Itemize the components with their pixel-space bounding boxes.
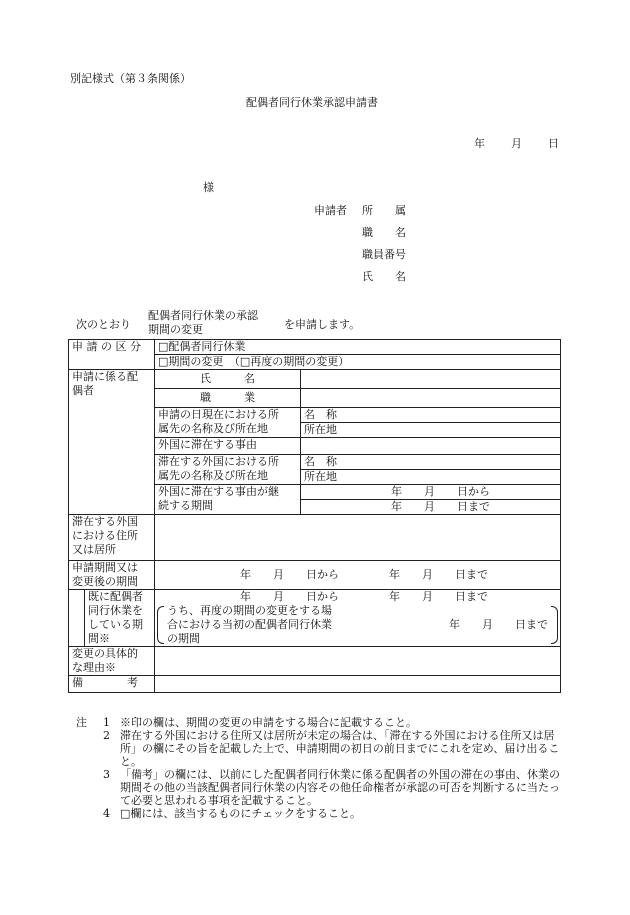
stay-reason-field[interactable] — [301, 438, 561, 455]
intro-option-period: 期間の変更 — [148, 323, 203, 336]
note-item: 4 □欄には、該当するものにチェックをすること。 — [103, 807, 362, 820]
applicant-label: 申請者 — [314, 204, 347, 217]
stay-period-label: 外国に滞在する事由が継 続する期間 — [155, 485, 301, 515]
applicant-affiliation: 所 属 — [362, 204, 406, 217]
note-item: 2 滞在する外国における住所又は居所が未定の場合は、「滞在する外国における住所又は居所」の欄にその旨を記載した上で、申請期間の初日の前日までにこれを定め、届け出ること。 — [103, 729, 560, 768]
notes — [76, 716, 566, 820]
request-period-label: 申請期間又は 変更後の期間 — [69, 561, 155, 590]
date-day: 日 — [548, 137, 559, 150]
spouse-affiliation-name[interactable]: 名 称 — [301, 408, 561, 423]
residence-field[interactable] — [155, 515, 561, 561]
spouse-name-label: 氏 名 — [155, 370, 301, 389]
foreign-affiliation-label: 滞在する外国における所 属先の名称及び所在地 — [155, 455, 301, 485]
notes-head: 注 — [76, 716, 87, 729]
remarks-label: 備 考 — [69, 676, 155, 693]
applicant-staff-number: 職員番号 — [362, 248, 406, 261]
date-month: 月 — [511, 137, 522, 150]
date-year: 年 — [474, 137, 485, 150]
intro-suffix: を申請します。 — [284, 318, 361, 331]
intro-prefix: 次のとおり — [76, 318, 131, 331]
foreign-affiliation-address[interactable]: 所在地 — [301, 470, 561, 485]
stay-period-from[interactable]: 年 月 日から — [301, 485, 561, 500]
date-line — [474, 137, 559, 150]
request-period-field[interactable]: 年 月 日から 年 月 日まで — [155, 561, 561, 590]
stay-period-to[interactable]: 年 月 日まで — [301, 500, 561, 515]
category-label: 申 請 の 区 分 — [69, 340, 155, 370]
applicant-job-title: 職 名 — [362, 226, 406, 239]
application-table — [68, 339, 561, 693]
spouse-job-field[interactable] — [301, 389, 561, 408]
note-item: 3 「備考」の欄には、以前にした配偶者同行休業に係る配偶者の外国の滞在の事由、休業の期間その他の当該配偶者同行休業の内容その他任命権者が承認の可否を判断するに当たって必要と思われる事項を記載すること。 — [103, 768, 560, 807]
stay-reason-label: 外国に滞在する事由 — [155, 438, 301, 455]
spouse-job-label: 職 業 — [155, 389, 301, 408]
category-option-leave[interactable]: □配偶者同行休業 — [155, 340, 561, 355]
change-reason-label: 変更の具体的 な理由※ — [69, 647, 155, 676]
note-item: 注 1 ※印の欄は、期間の変更の申請をする場合に記載すること。 — [76, 716, 417, 729]
spouse-label: 申請に係る配 偶者 — [69, 370, 155, 515]
intro-option-leave: 配偶者同行休業の承認 — [148, 309, 258, 322]
prior-indent — [69, 590, 85, 605]
change-reason-field[interactable] — [155, 647, 561, 676]
foreign-affiliation-name[interactable]: 名 称 — [301, 455, 561, 470]
prior-indent-bottom — [69, 604, 85, 647]
remarks-field[interactable] — [155, 676, 561, 693]
first-period-field[interactable] — [155, 604, 561, 647]
spouse-affiliation-label: 申請の日現在における所 属先の名称及び所在地 — [155, 408, 301, 438]
category-option-period[interactable]: □期間の変更 （□再度の期間の変更） — [155, 355, 561, 370]
addressee-suffix: 様 — [203, 181, 214, 194]
residence-label: 滞在する外国 における住所 又は居所 — [69, 515, 155, 561]
page-title: 配偶者同行休業承認申請書 — [246, 96, 378, 109]
first-period-to: 年 月 日まで — [449, 618, 548, 631]
form-label: 別記様式（第３条関係） — [70, 72, 191, 85]
first-period-label: うち、再度の期間の変更をする場 合における当初の配偶者同行休業 の期間 — [167, 604, 332, 645]
prior-period-label: 既に配偶者 同行休業を している期 間※ — [85, 590, 155, 647]
applicant-name: 氏 名 — [362, 270, 406, 283]
spouse-affiliation-address[interactable]: 所在地 — [301, 423, 561, 438]
prior-period-field[interactable]: 年 月 日から 年 月 日まで — [155, 590, 561, 605]
spouse-name-field[interactable] — [301, 370, 561, 389]
